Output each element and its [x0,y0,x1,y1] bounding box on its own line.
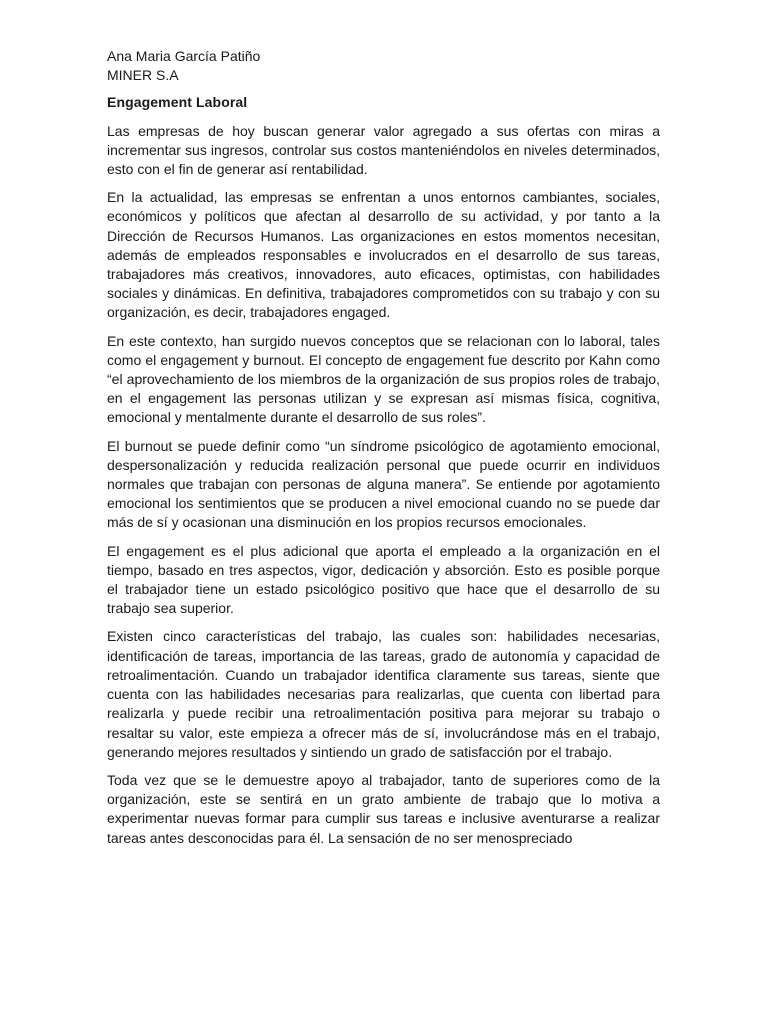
author-block [107,47,660,85]
paragraph-6: Existen cinco características del trabajo, las cuales son: habilidades necesarias, identificación de tareas, importancia de las tareas, grado de autonomía y capacidad de retroalimentación. Cuando un trabajador identifica claramente sus tareas, siente que cuenta con las habilidades necesarias para realizarlas, que cuenta con libertad para realizarla y puede recibir una retroalimentación positiva para mejorar su trabajo o resaltar su valor, este empieza a ofrecer más de sí, involucrándose más en el trabajo, generando mejores resultados y sintiendo un grado de satisfacción por el trabajo. [107,628,660,760]
paragraph-7: Toda vez que se le demuestre apoyo al trabajador, tanto de superiores como de la organización, este se sentirá en un grato ambiente de trabajo que lo motiva a experimentar nuevas formar para cumplir sus tareas e inclusive aventurarse a realizar tareas antes desconocidas para él. La sensación de no ser menospreciado [107,771,660,846]
document-title: Engagement Laboral [107,94,248,111]
author-name: Ana Maria García Patiño [107,48,261,64]
paragraph-1: Las empresas de hoy buscan generar valor agregado a sus ofertas con miras a incrementar sus ingresos, controlar sus costos manteniéndolos en niveles determinados, esto con el fin de generar así rentabilidad. [107,122,660,178]
paragraph-4: El burnout se puede definir como “un síndrome psicológico de agotamiento emocional, despersonalización y reducida realización personal que puede ocurrir en individuos normales que trabajan con personas de alguna manera”. Se entiende por agotamiento emocional los sentimientos que se producen a nivel emocional cuando no se puede dar más de sí y ocasionan una disminución en los propios recursos emocionales. [107,437,660,531]
paragraph-5: El engagement es el plus adicional que aporta el empleado a la organización en el tiempo, basado en tres aspectos, vigor, dedicación y absorción. Esto es posible porque el trabajador tiene un estado psicológico positivo que hace que el desarrollo de su trabajo sea superior. [107,542,660,617]
paragraph-3: En este contexto, han surgido nuevos conceptos que se relacionan con lo laboral, tales como el engagement y burnout. El concepto de engagement fue descrito por Kahn como “el aprovechamiento de los miembros de la organización de sus propios roles de trabajo, en el engagement las personas utilizan y se expresan así mismas física, cognitiva, emocional y mentalmente durante el desarrollo de sus roles”. [107,332,660,426]
company-name: MINER S.A [107,67,179,84]
paragraph-2: En la actualidad, las empresas se enfrentan a unos entornos cambiantes, sociales, económicos y políticos que afectan al desarrollo de su actividad, y por tanto a la Dirección de Recursos Humanos. Las organizaciones en estos momentos necesitan, además de empleados responsables e involucrados en el desarrollo de sus tareas, trabajadores más creativos, innovadores, auto eficaces, optimistas, con habilidades sociales y dinámicas. En definitiva, trabajadores comprometidos con su trabajo y con su organización, es decir, trabajadores engaged. [107,189,660,321]
document-page [107,47,660,857]
